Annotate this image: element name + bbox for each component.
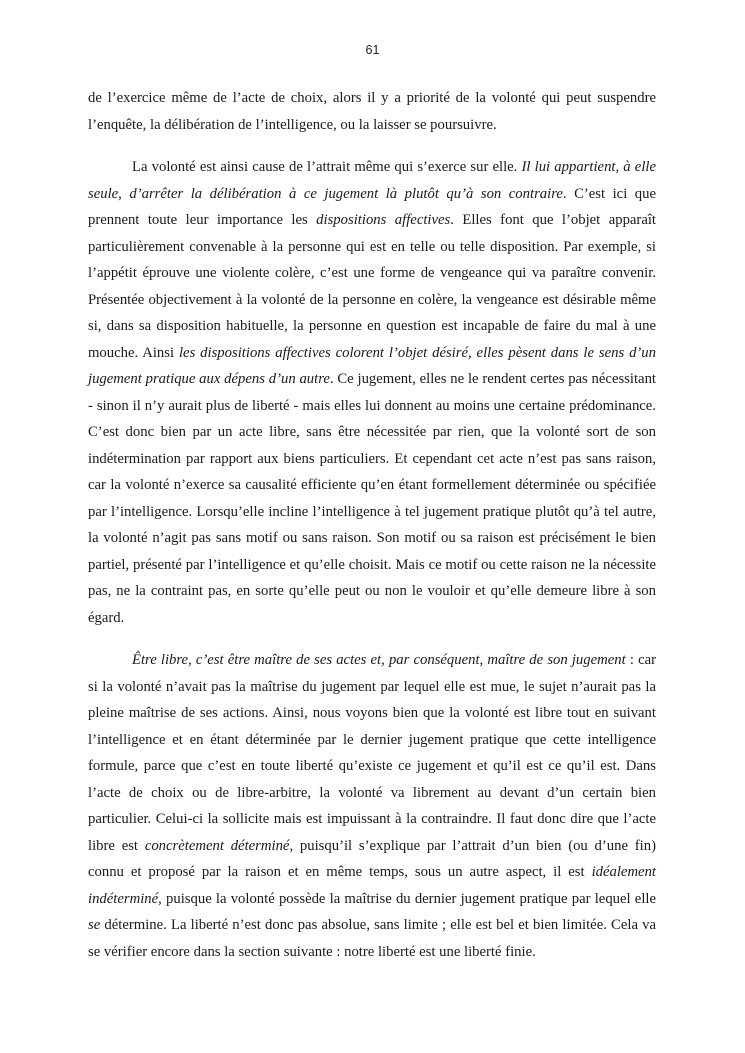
paragraph <box>88 154 656 631</box>
body-text <box>88 85 656 965</box>
paragraph <box>88 647 656 965</box>
italic-text-run: se <box>88 917 101 933</box>
text-run: . Elles font que l’objet apparaît particulièrement convenable à la personne qui est en telle ou telle disposition. Par exemple, si l’appétit éprouve une violente colère, c’est une forme de vengeance qui va paraître convenir. Présentée objectivement à la volonté de la personne en colère, la vengeance est désirable même si, dans sa disposition habituelle, la personne en question est incapable de faire du mal à une mouche. Ainsi <box>88 212 657 361</box>
text-run: : car si la volonté n’avait pas la maîtrise du jugement par lequel elle est mue, le sujet n’aurait pas la pleine maîtrise de ses actions. Ainsi, nous voyons bien que la volonté est libre tout en suivant l’intelligence et en étant déterminée par le dernier jugement pratique que cette intelligence formule, parce que c’est en toute liberté qu’existe ce jugement et qu’il est ce qu’il est. Dans l’acte de choix ou de libre-arbitre, la volonté va librement au devant d’un certain bien particulier. Celui-ci la sollicite mais est impuissant à la contraindre. Il faut donc dire que l’acte libre est <box>88 652 656 854</box>
page-number: 61 <box>365 43 380 57</box>
text-run: . Ce jugement, elles ne le rendent certes pas nécessitant - sinon il n’y aurait plus de liberté - mais elles lui donnent au moins une certaine prédominance. C’est donc bien par un acte libre, sans être nécessitée par rien, que la volonté sort de son indétermination par rapport aux biens particuliers. Et cependant cet acte n’est pas sans raison, car la volonté n’exerce sa causalité efficiente qu’en étant formellement déterminée ou spécifiée par l’intelligence. Lorsqu’elle incline l’intelligence à tel jugement pratique plutôt qu’à tel autre, la volonté n’agit pas sans motif ou sans raison. Son motif ou sa raison est précisément le bien partiel, présenté par l’intelligence et qu’elle choisit. Mais ce motif ou cette raison ne la nécessite pas, ne la contraint pas, en sorte qu’elle peut ou non le vouloir et qu’elle demeure libre à son égard. <box>88 371 656 626</box>
italic-text-run: idéalement indéterminé <box>88 864 656 907</box>
text-run: , puisqu’il s’explique par l’attrait d’un bien (ou d’une fin) connu et proposé par la raison et en même temps, sous un autre aspect, il est <box>88 837 656 880</box>
paragraph <box>88 85 656 138</box>
text-run: , puisque la volonté possède la maîtrise du dernier jugement pratique par lequel elle <box>158 890 656 907</box>
text-run: La volonté est ainsi cause de l’attrait même qui s’exerce sur elle. <box>132 159 522 175</box>
italic-text-run: Être libre, c’est être maître de ses actes et, par conséquent, maître de son jugement <box>132 652 626 668</box>
text-run: détermine. La liberté n’est donc pas absolue, sans limite ; elle est bel et bien limitée. Cela va se vérifier encore dans la section suivante : notre liberté est une liberté finie. <box>88 917 656 960</box>
text-run: . C’est ici que prennent toute leur importance les <box>88 185 657 228</box>
text-run: de l’exercice même de l’acte de choix, alors il y a priorité de la volonté qui peut suspendre l’enquête, la délibération de l’intelligence, ou la laisser se poursuivre. <box>88 90 656 133</box>
italic-text-run: dispositions affectives <box>316 212 451 228</box>
italic-text-run: les dispositions affectives colorent l’objet désiré, elles pèsent dans le sens d’un jugement pratique aux dépens d’un autre <box>88 344 656 387</box>
italic-text-run: Il lui appartient, à elle seule, d’arrêter la délibération à ce jugement là plutôt qu’à son contraire <box>88 159 657 202</box>
italic-text-run: concrètement déterminé <box>144 837 290 854</box>
